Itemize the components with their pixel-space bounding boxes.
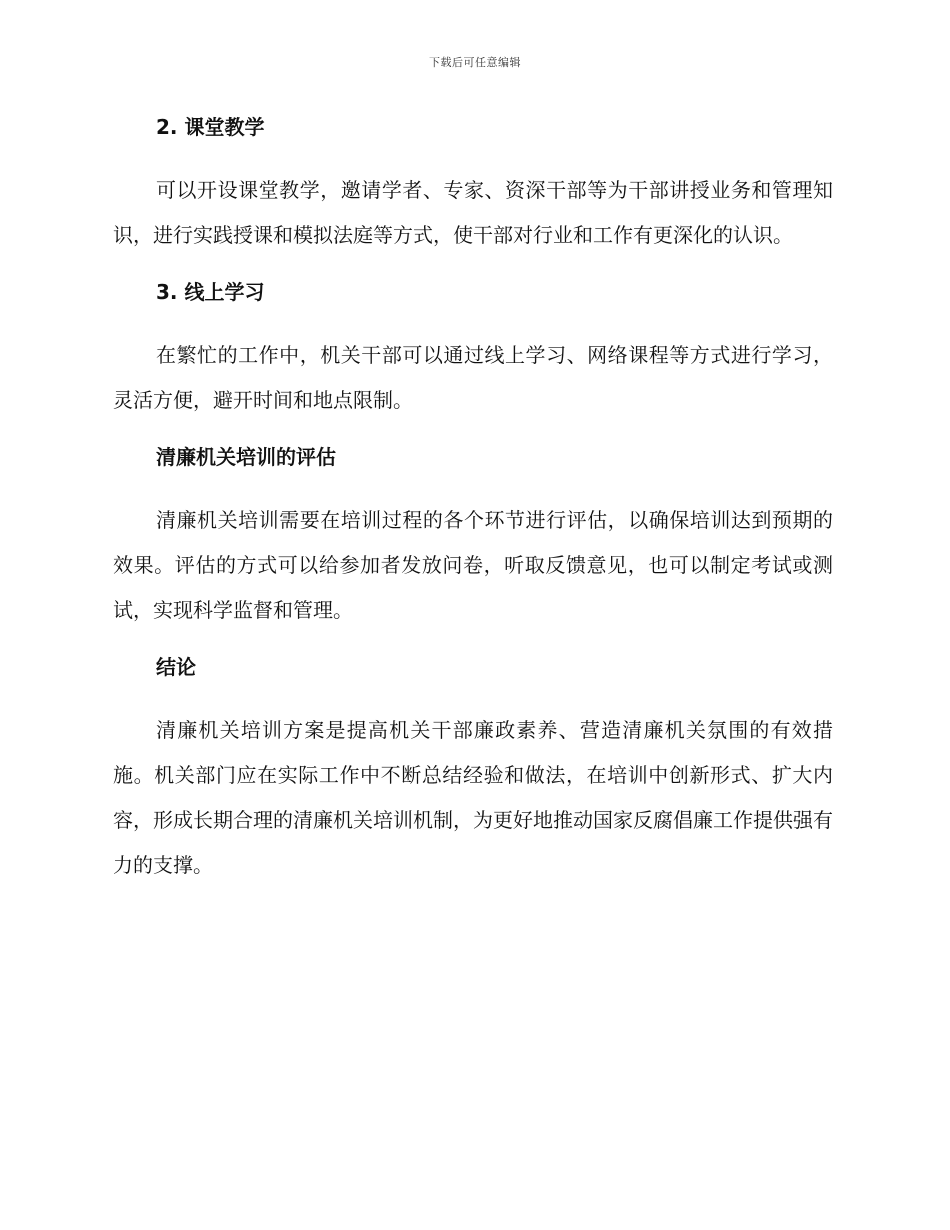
document-body xyxy=(113,106,833,888)
section-paragraph: 在繁忙的工作中，机关干部可以通过线上学习、网络课程等方式进行学习，灵活方便，避开时间和地点限制。 xyxy=(113,343,833,412)
section-heading: 结论 xyxy=(156,655,196,679)
section-paragraph: 清廉机关培训需要在培训过程的各个环节进行评估，以确保培训达到预期的效果。评估的方式可以给参加者发放问卷，听取反馈意见，也可以制定考试或测试，实现科学监督和管理。 xyxy=(113,508,833,622)
section-paragraph: 可以开设课堂教学，邀请学者、专家、资深干部等为干部讲授业务和管理知识，进行实践授课和模拟法庭等方式，使干部对行业和工作有更深化的认识。 xyxy=(113,178,833,247)
section-classroom-teaching xyxy=(113,106,833,271)
section-heading: 2. 课堂教学 xyxy=(156,115,265,139)
section-online-learning xyxy=(113,271,833,436)
section-training-evaluation xyxy=(113,436,833,646)
section-heading: 3. 线上学习 xyxy=(156,280,265,304)
page-header-note: 下载后可任意编辑 xyxy=(429,56,521,69)
section-paragraph: 清廉机关培训方案是提高机关干部廉政素养、营造清廉机关氛围的有效措施。机关部门应在实际工作中不断总结经验和做法，在培训中创新形式、扩大内容，形成长期合理的清廉机关培训机制，为更好地推动国家反腐倡廉工作提供强有力的支撑。 xyxy=(113,718,833,877)
section-heading: 清廉机关培训的评估 xyxy=(156,445,336,469)
section-conclusion xyxy=(113,646,833,888)
